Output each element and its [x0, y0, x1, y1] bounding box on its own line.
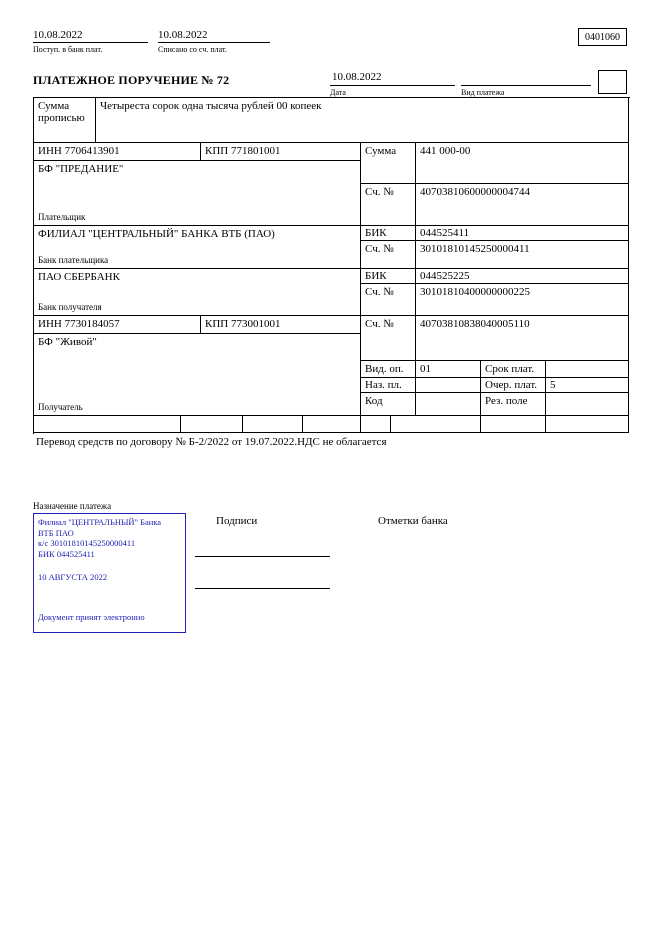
stamp-line-2: ВТБ ПАО	[38, 527, 74, 538]
amount-value-cell	[416, 143, 629, 184]
payer-inn: ИНН 7706413901	[38, 145, 120, 157]
signature-line-1	[195, 556, 330, 557]
bank-stamp	[33, 513, 186, 633]
payment-form-table	[33, 97, 630, 434]
payee-bank-section-label: Банк получателя	[38, 302, 102, 313]
payee-inn: ИНН 7730184057	[38, 318, 120, 330]
signature-line-2	[195, 588, 330, 589]
payment-type-line	[461, 85, 591, 86]
payee-bank-bik-value: 044525225	[420, 270, 470, 282]
payee-section-label: Получатель	[38, 402, 83, 413]
payee-account-label: Сч. №	[365, 318, 394, 330]
payer-bank-name-cell	[34, 226, 361, 269]
sum-words-label-line2: прописью	[38, 112, 85, 125]
payee-name: БФ "Живой"	[38, 336, 97, 348]
naz-pl-value-cell	[416, 378, 481, 393]
debited-date: 10.08.2022	[158, 29, 208, 41]
vid-op-value-cell	[416, 361, 481, 378]
marks-cell-3	[243, 416, 303, 433]
marks-cell-8	[546, 416, 629, 433]
srok-plat-label-cell	[481, 361, 546, 378]
ocher-plat-label-cell	[481, 378, 546, 393]
stamp-line-4: БИК 044525411	[38, 548, 95, 559]
doc-date-label: Дата	[330, 88, 346, 97]
marks-cell-5	[361, 416, 391, 433]
naz-pl-label-cell	[361, 378, 416, 393]
kod-value-cell	[416, 393, 481, 416]
payee-bank-bik-label-cell	[361, 269, 416, 284]
ocher-plat-label: Очер. плат.	[485, 379, 538, 391]
srok-plat-value-cell	[546, 361, 629, 378]
naz-pl-label: Наз. пл.	[365, 379, 402, 391]
amount-label-cell	[361, 143, 416, 184]
payment-type-box	[598, 70, 627, 94]
payee-bank-account-value: 30101810400000000225	[420, 286, 530, 298]
payer-bank-account-label: Сч. №	[365, 243, 394, 255]
payee-name-cell	[34, 334, 361, 416]
debited-date-label: Списано со сч. плат.	[158, 45, 227, 54]
doc-date-line	[330, 85, 455, 86]
form-code-box: 0401060	[578, 28, 627, 46]
rez-pole-label-cell	[481, 393, 546, 416]
payer-account-value-cell	[416, 184, 629, 226]
marks-cell-6	[391, 416, 481, 433]
payer-section-label: Плательщик	[38, 212, 86, 223]
payer-kpp: КПП 771801001	[205, 145, 281, 157]
stamp-line-6: Документ принят электронно	[38, 612, 145, 623]
kod-label: Код	[365, 395, 383, 407]
payer-bank-account-value: 30101810145250000411	[420, 243, 530, 255]
payee-bank-name: ПАО СБЕРБАНК	[38, 271, 120, 283]
payee-bank-account-label-cell	[361, 284, 416, 316]
signatures-label: Подписи	[216, 515, 258, 527]
received-date-label: Поступ. в банк плат.	[33, 45, 103, 54]
marks-cell-1	[34, 416, 181, 433]
stamp-line-5: 10 АВГУСТА 2022	[38, 571, 108, 582]
payee-kpp: КПП 773001001	[205, 318, 281, 330]
payer-inn-cell	[34, 143, 201, 161]
marks-cell-7	[481, 416, 546, 433]
payee-bank-bik-label: БИК	[365, 270, 387, 282]
purpose-text: Перевод средств по договору № Б-2/2022 от 19.07.2022.НДС не облагается	[36, 436, 387, 448]
payer-account-label: Сч. №	[365, 186, 394, 198]
payer-bank-bik-value: 044525411	[420, 227, 470, 239]
payer-name-cell	[34, 161, 361, 226]
ocher-plat-value-cell	[546, 378, 629, 393]
payer-bank-account-value-cell	[416, 241, 629, 269]
sum-words-label-cell	[34, 98, 96, 143]
stamp-line-3: к/с 30101810145250000411	[38, 538, 136, 549]
received-date-line	[33, 42, 148, 43]
sum-words-value: Четыреста сорок одна тысяча рублей 00 копеек	[100, 100, 322, 112]
payee-account-value: 40703810838040005110	[420, 318, 530, 330]
payer-account-label-cell	[361, 184, 416, 226]
sum-words-label-line1: Сумма	[38, 100, 70, 112]
payee-inn-cell	[34, 316, 201, 334]
received-date: 10.08.2022	[33, 29, 83, 41]
debited-date-line	[158, 42, 270, 43]
stamp-line-1: Филиал "ЦЕНТРАЛЬНЫЙ" Банка	[38, 517, 162, 527]
payer-bank-account-label-cell	[361, 241, 416, 269]
purpose-label: Назначение платежа	[33, 501, 112, 511]
payee-account-value-cell	[416, 316, 629, 361]
payer-account-value: 40703810600000004744	[420, 186, 530, 198]
amount-label: Сумма	[365, 145, 397, 157]
payee-bank-bik-value-cell	[416, 269, 629, 284]
payee-kpp-cell	[201, 316, 361, 334]
vid-op-label: Вид. оп.	[365, 363, 404, 375]
payer-kpp-cell	[201, 143, 361, 161]
bank-marks-label: Отметки банка	[378, 515, 448, 527]
payer-bank-bik-label: БИК	[365, 227, 387, 239]
payee-bank-name-cell	[34, 269, 361, 316]
payer-bank-bik-label-cell	[361, 226, 416, 241]
doc-title: ПЛАТЕЖНОЕ ПОРУЧЕНИЕ № 72	[33, 73, 230, 87]
payer-bank-section-label: Банк плательщика	[38, 255, 109, 266]
payment-type-label: Вид платежа	[461, 88, 505, 97]
payer-bank-bik-value-cell	[416, 226, 629, 241]
marks-cell-4	[303, 416, 361, 433]
payer-bank-name: ФИЛИАЛ "ЦЕНТРАЛЬНЫЙ" БАНКА ВТБ (ПАО)	[38, 228, 275, 240]
kod-label-cell	[361, 393, 416, 416]
sum-words-value-cell	[96, 98, 629, 143]
payee-bank-account-value-cell	[416, 284, 629, 316]
payee-bank-account-label: Сч. №	[365, 286, 394, 298]
payee-account-label-cell	[361, 316, 416, 361]
rez-pole-value-cell	[546, 393, 629, 416]
marks-cell-2	[181, 416, 243, 433]
vid-op-value: 01	[420, 363, 431, 375]
rez-pole-label: Рез. поле	[485, 395, 528, 407]
vid-op-label-cell	[361, 361, 416, 378]
amount-value: 441 000-00	[420, 145, 471, 157]
ocher-plat-value: 5	[550, 379, 556, 391]
payer-name: БФ "ПРЕДАНИЕ"	[38, 163, 124, 175]
srok-plat-label: Срок плат.	[485, 363, 535, 375]
doc-date: 10.08.2022	[332, 71, 382, 83]
